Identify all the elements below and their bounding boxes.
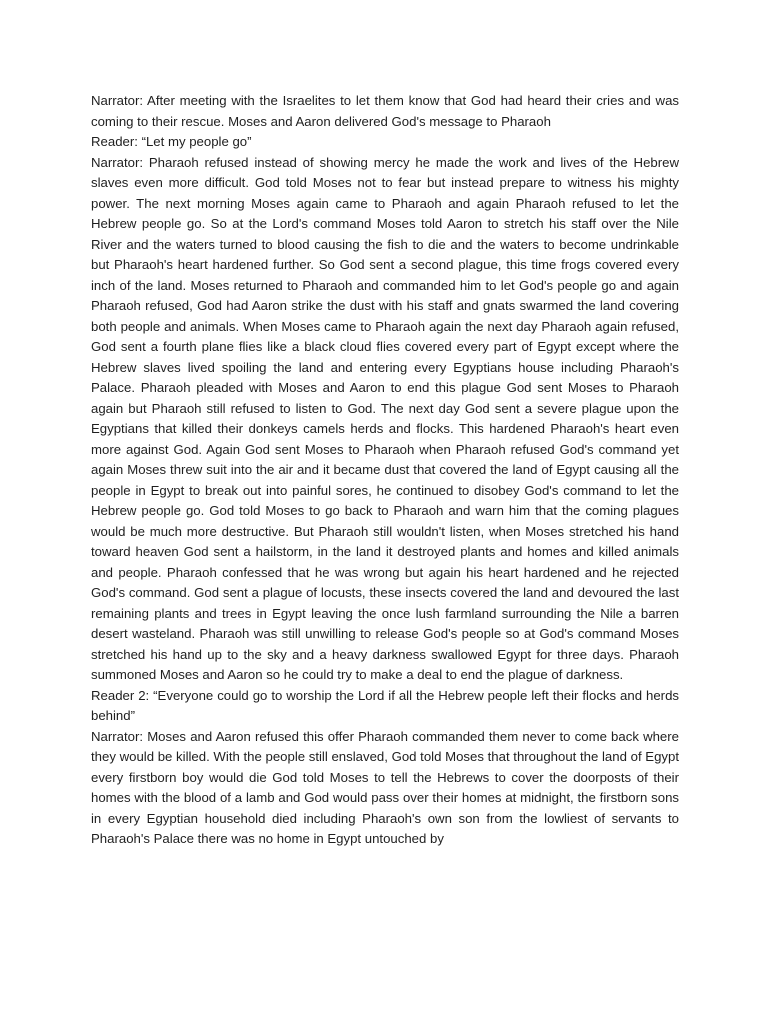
narrator-paragraph-3: Narrator: Moses and Aaron refused this offer Pharaoh commanded them never to come back where they would be killed. With the people still enslaved, God told Moses that throughout the land of Egypt every firstborn boy would die God told Moses to tell the Hebrews to cover the doorposts of their homes with the blood of a lamb and God would pass over their homes at midnight, the firstborn sons in every Egyptian household died including Pharaoh's own son from the lowliest of servants to Pharaoh's Palace there was no home in Egypt untouched by xyxy=(91,728,679,846)
reader-line-1: Reader: “Let my people go” xyxy=(91,134,252,149)
reader-2-line: Reader 2: “Everyone could go to worship the Lord if all the Hebrew people left their flocks and herds behind” xyxy=(91,687,679,723)
document-page xyxy=(91,91,679,850)
narrator-paragraph-2: Narrator: Pharaoh refused instead of showing mercy he made the work and lives of the Hebrew slaves even more difficult. God told Moses not to fear but instead prepare to witness his mighty power. The next morning Moses again came to Pharaoh and again Pharaoh refused to let the Hebrew people go. So at the Lord's command Moses told Aaron to stretch his staff over the Nile River and the waters turned to blood causing the fish to die and the waters to become undrinkable but Pharaoh's heart hardened further. So God sent a second plague, this time frogs covered every inch of the land. Moses returned to Pharaoh and commanded him to let God's people go and again Pharaoh refused, God had Aaron strike the dust with his staff and gnats swarmed the land covering both people and animals. When Moses came to Pharaoh again the next day Pharaoh again refused, God sent a fourth plane flies like a black cloud flies covered every part of Egypt except where the Hebrew slaves lived spoiling the land and entering every Egyptians house including Pharaoh's Palace. Pharaoh pleaded with Moses and Aaron to end this plague God sent Moses to Pharaoh again but Pharaoh still refused to listen to God. The next day God sent a severe plague upon the Egyptians that killed their donkeys camels herds and flocks. This hardened Pharaoh's heart even more against God. Again God sent Moses to Pharaoh when Pharaoh refused God's command yet again Moses threw suit into the air and it became dust that covered the land of Egypt causing all the people in Egypt to break out into painful sores, he continued to disobey God's command to let the Hebrew people go. God told Moses to go back to Pharaoh and warn him that the coming plagues would be much more destructive. But Pharaoh still wouldn't listen, when Moses stretched his hand toward heaven God sent a hailstorm, in the land it destroyed plants and homes and killed animals and people. Pharaoh confessed that he was wrong but again his heart hardened and he rejected God's command. God sent a plague of locusts, these insects covered the land and devoured the last remaining plants and trees in Egypt leaving the once lush farmland surrounding the Nile a barren desert wasteland. Pharaoh was still unwilling to release God's people so at God's command Moses stretched his hand up to the sky and a heavy darkness swallowed Egypt for three days. Pharaoh summoned Moses and Aaron so he could try to make a deal to end the plague of darkness. xyxy=(91,154,679,682)
narrator-paragraph-1: Narrator: After meeting with the Israelites to let them know that God had heard their cries and was coming to their rescue. Moses and Aaron delivered God's message to Pharaoh xyxy=(91,93,679,129)
